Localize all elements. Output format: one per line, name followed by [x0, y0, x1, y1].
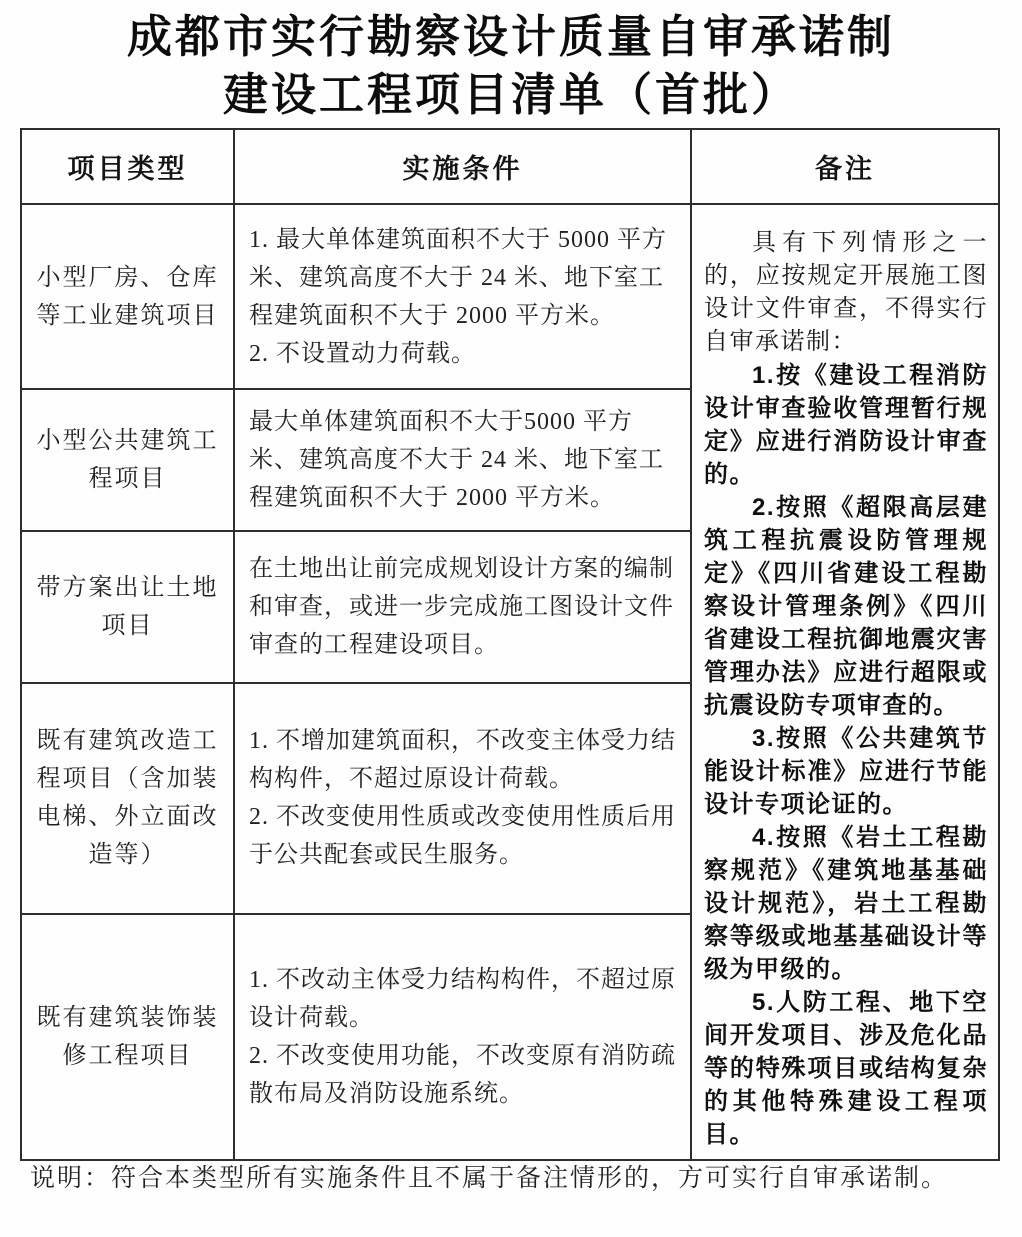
condition-item: 1. 不增加建筑面积，不改变主体受力结构构件，不超过原设计荷载。 [249, 728, 676, 793]
condition-item: 2. 不设置动力荷载。 [249, 340, 476, 367]
remark-item: 5.人防工程、地下空间开发项目、涉及危化品等的特殊项目或结构复杂的其他特殊建设工程项目。 [704, 989, 988, 1148]
column-header-conditions: 实施条件 [234, 129, 691, 204]
conditions-cell [234, 683, 691, 914]
condition-item: 1. 不改动主体受力结构构件，不超过原设计荷载。 [249, 966, 676, 1031]
remark-item: 2.按照《超限高层建筑工程抗震设防管理规定》《四川省建设工程勘察设计管理条例》《四川省建设工程抗御地震灾害管理办法》应进行超限或抗震设防专项审查的。 [704, 494, 988, 719]
column-header-project-type: 项目类型 [21, 129, 234, 204]
project-list-table [20, 128, 1000, 1161]
title-line-2: 建设工程项目清单（首批） [222, 69, 799, 120]
project-type-cell: 小型厂房、仓库等工业建筑项目 [21, 204, 234, 389]
table-header-row [21, 129, 999, 204]
project-type-cell: 既有建筑改造工程项目（含加装电梯、外立面改造等） [21, 683, 234, 914]
remark-item: 3.按照《公共建筑节能设计标准》应进行节能设计专项论证的。 [704, 725, 988, 818]
remarks-cell [691, 204, 999, 1160]
condition-item: 在土地出让前完成规划设计方案的编制和审查，或进一步完成施工图设计文件审查的工程建设项目。 [249, 556, 674, 659]
column-header-remarks: 备注 [691, 129, 999, 204]
table-row [21, 204, 999, 389]
footnote: 说明：符合本类型所有实施条件且不属于备注情形的，方可实行自审承诺制。 [30, 1165, 949, 1192]
conditions-cell [234, 204, 691, 389]
condition-item: 最大单体建筑面积不大于5000 平方米、建筑高度不大于 24 米、地下室工程建筑面积不大于 2000 平方米。 [249, 409, 664, 512]
document-title [0, 0, 1022, 124]
remark-item: 1.按《建设工程消防设计审查验收管理暂行规定》应进行消防设计审查的。 [704, 362, 988, 488]
remarks-intro: 具有下列情形之一的，应按规定开展施工图设计文件审查，不得实行自审承诺制： [704, 230, 988, 355]
project-type-cell: 既有建筑装饰装修工程项目 [21, 914, 234, 1160]
remark-item: 4.按照《岩土工程勘察规范》《建筑地基基础设计规范》，岩土工程勘察等级或地基基础设计等级为甲级的。 [704, 824, 988, 983]
conditions-cell [234, 389, 691, 531]
conditions-cell [234, 914, 691, 1160]
project-type-cell: 带方案出让土地项目 [21, 531, 234, 683]
title-line-1: 成都市实行勘察设计质量自审承诺制 [126, 11, 895, 62]
condition-item: 2. 不改变使用性质或改变使用性质后用于公共配套或民生服务。 [249, 804, 676, 869]
condition-item: 1. 最大单体建筑面积不大于 5000 平方米、建筑高度不大于 24 米、地下室工程建筑面积不大于 2000 平方米。 [249, 226, 667, 329]
condition-item: 2. 不改变使用功能，不改变原有消防疏散布局及消防设施系统。 [249, 1042, 676, 1107]
project-type-cell: 小型公共建筑工程项目 [21, 389, 234, 531]
conditions-cell [234, 531, 691, 683]
